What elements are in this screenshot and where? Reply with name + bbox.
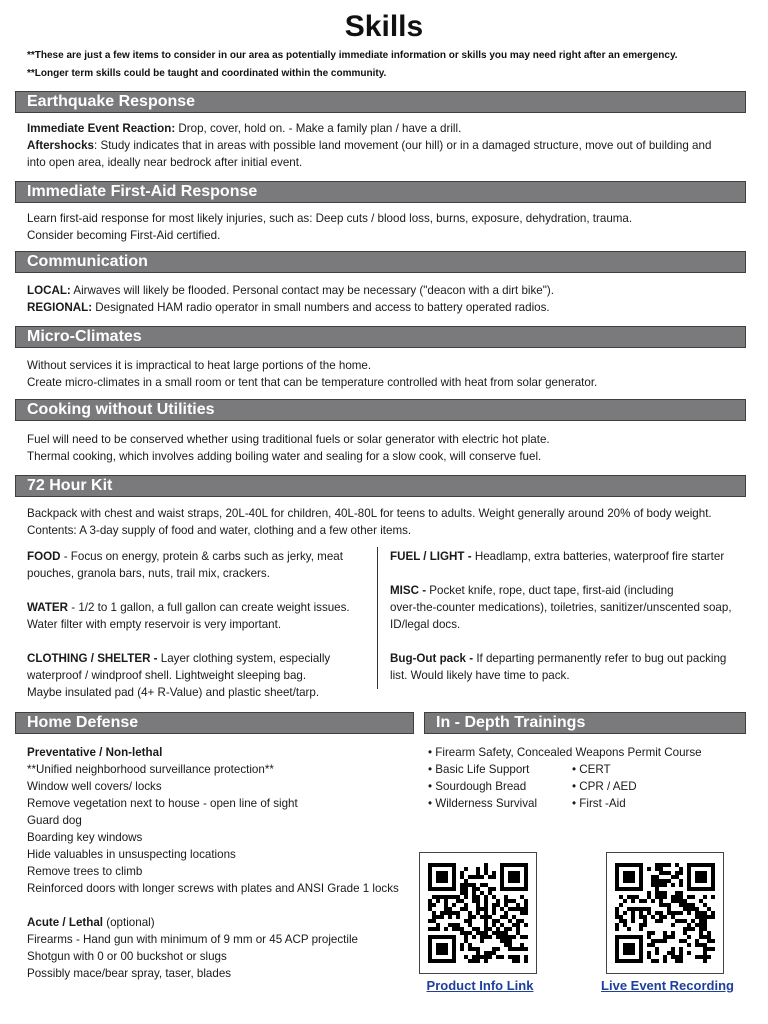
micro-line-2: Create micro-climates in a small room or tent that can be temperature controlled with heat from solar generator. (27, 376, 598, 389)
comm-text-local: Airwaves will likely be flooded. Personal contact may be necessary ("deacon with a dirt bike"). (70, 284, 554, 297)
defense-item: Reinforced doors with longer screws with plates and ANSI Grade 1 locks (27, 882, 399, 895)
kit-clothing-text-3: Maybe insulated pad (4+ R-Value) and plastic sheet/tarp. (27, 686, 320, 699)
product-info-link[interactable]: Product Info Link (426, 978, 534, 993)
earthquake-label-aftershocks: Aftershocks (27, 139, 95, 152)
kit-right-column (390, 548, 732, 684)
kit-bugout-text-2: list. Would likely have time to pack. (390, 669, 570, 682)
training-item: • Basic Life Support (428, 763, 530, 776)
section-header-home-defense: Home Defense (15, 712, 414, 734)
section-header-earthquake: Earthquake Response (15, 91, 746, 113)
first-aid-line-1: Learn first-aid response for most likely injuries, such as: Deep cuts / blood loss, burns, exposure, dehydration, trauma. (27, 212, 633, 225)
communication-content (27, 282, 554, 316)
defense-label-acute: Acute / Lethal (27, 916, 104, 929)
training-col-1 (428, 761, 537, 812)
kit-label-water: WATER (27, 601, 69, 614)
section-header-72-hour-kit: 72 Hour Kit (15, 475, 746, 497)
kit-intro (27, 505, 712, 539)
training-item: • First -Aid (572, 797, 626, 810)
kit-clothing-text-2: waterproof / windproof shell. Lightweight sleeping bag. (27, 669, 307, 682)
kit-label-fuel: FUEL / LIGHT - (390, 550, 472, 563)
comm-text-regional: Designated HAM radio operator in small numbers and access to battery operated radios. (92, 301, 550, 314)
kit-intro-line-1: Backpack with chest and waist straps, 20L-40L for children, 40L-80L for teens to adults. Weight generally around 20% of body weight. (27, 507, 712, 520)
training-item: • CERT (572, 763, 611, 776)
home-defense-content (27, 744, 399, 982)
training-col-2 (572, 761, 637, 812)
live-event-recording-link[interactable]: Live Event Recording (601, 978, 734, 993)
defense-acute-item: Possibly mace/bear spray, taser, blades (27, 967, 232, 980)
product-qr-code[interactable] (419, 852, 537, 974)
kit-misc-text-2: over-the-counter medications), toiletries, sanitizer/unscented soap, (390, 601, 732, 614)
section-header-trainings: In - Depth Trainings (424, 712, 746, 734)
cooking-line-1: Fuel will need to be conserved whether using traditional fuels or solar generator with electric hot plate. (27, 433, 550, 446)
kit-water-text-2: Water filter with empty reservoir is very important. (27, 618, 282, 631)
kit-label-bugout: Bug-Out pack - (390, 652, 474, 665)
column-divider (377, 547, 378, 689)
micro-climates-content (27, 357, 597, 391)
first-aid-line-2: Consider becoming First-Aid certified. (27, 229, 221, 242)
cooking-line-2: Thermal cooking, which involves adding boiling water and sealing for a slow cook, will conserve fuel. (27, 450, 542, 463)
defense-item: Remove trees to climb (27, 865, 143, 878)
section-header-cooking: Cooking without Utilities (15, 399, 746, 421)
kit-misc-text: Pocket knife, rope, duct tape, first-aid (including (426, 584, 674, 597)
kit-fuel-text: Headlamp, extra batteries, waterproof fire starter (471, 550, 725, 563)
kit-left-column (27, 548, 350, 701)
defense-item: Window well covers/ locks (27, 780, 162, 793)
defense-item: Remove vegetation next to house - open line of sight (27, 797, 298, 810)
kit-label-food: FOOD (27, 550, 61, 563)
defense-item: Guard dog (27, 814, 82, 827)
kit-water-text: - 1/2 to 1 gallon, a full gallon can create weight issues. (68, 601, 350, 614)
defense-label-preventative: Preventative / Non-lethal (27, 746, 163, 759)
defense-optional-note: (optional) (103, 916, 155, 929)
earthquake-text-continued: into open area, ideally near bedrock after initial event. (27, 156, 303, 169)
kit-label-clothing: CLOTHING / SHELTER - (27, 652, 158, 665)
comm-label-local: LOCAL: (27, 284, 71, 297)
defense-item: Hide valuables in unsuspecting locations (27, 848, 236, 861)
page-title: Skills (344, 10, 424, 43)
cooking-content (27, 431, 550, 465)
kit-misc-text-3: ID/legal docs. (390, 618, 461, 631)
defense-item: Boarding key windows (27, 831, 143, 844)
kit-food-text-2: pouches, granola bars, nuts, trail mix, crackers. (27, 567, 270, 580)
earthquake-text-immediate: Drop, cover, hold on. - Make a family plan / have a drill. (175, 122, 462, 135)
training-item: • Sourdough Bread (428, 780, 527, 793)
section-header-communication: Communication (15, 251, 746, 273)
kit-bugout-text: If departing permanently refer to bug out packing (473, 652, 727, 665)
training-line-1: • Firearm Safety, Concealed Weapons Permit Course (428, 746, 702, 759)
live-event-qr-code[interactable] (606, 852, 724, 974)
kit-food-text: - Focus on energy, protein & carbs such as jerky, meat (60, 550, 343, 563)
defense-acute-item: Firearms - Hand gun with minimum of 9 mm or 45 ACP projectile (27, 933, 358, 946)
earthquake-label-immediate: Immediate Event Reaction: (27, 122, 176, 135)
qr-code-graphic (607, 853, 723, 973)
comm-label-regional: REGIONAL: (27, 301, 93, 314)
section-header-micro-climates: Micro-Climates (15, 326, 746, 348)
training-item: • Wilderness Survival (428, 797, 538, 810)
section-header-first-aid: Immediate First-Aid Response (15, 181, 746, 203)
earthquake-text-aftershocks: : Study indicates that in areas with possible land movement (our hill) or in a damaged structure, move out of building and (94, 139, 712, 152)
note-1: **These are just a few items to consider in our area as potentially immediate information or skills you may need right after an emergency. (27, 50, 678, 61)
kit-clothing-text: Layer clothing system, especially (157, 652, 331, 665)
kit-intro-line-2: Contents: A 3-day supply of food and water, clothing and a few other items. (27, 524, 412, 537)
defense-item: **Unified neighborhood surveillance protection** (27, 763, 274, 776)
training-item: • CPR / AED (572, 780, 637, 793)
note-2: **Longer term skills could be taught and coordinated within the community. (27, 68, 387, 79)
qr-code-graphic (420, 853, 536, 973)
defense-acute-item: Shotgun with 0 or 00 buckshot or slugs (27, 950, 227, 963)
earthquake-content (27, 120, 711, 171)
first-aid-content (27, 210, 632, 244)
kit-label-misc: MISC - (390, 584, 427, 597)
micro-line-1: Without services it is impractical to heat large portions of the home. (27, 359, 372, 372)
